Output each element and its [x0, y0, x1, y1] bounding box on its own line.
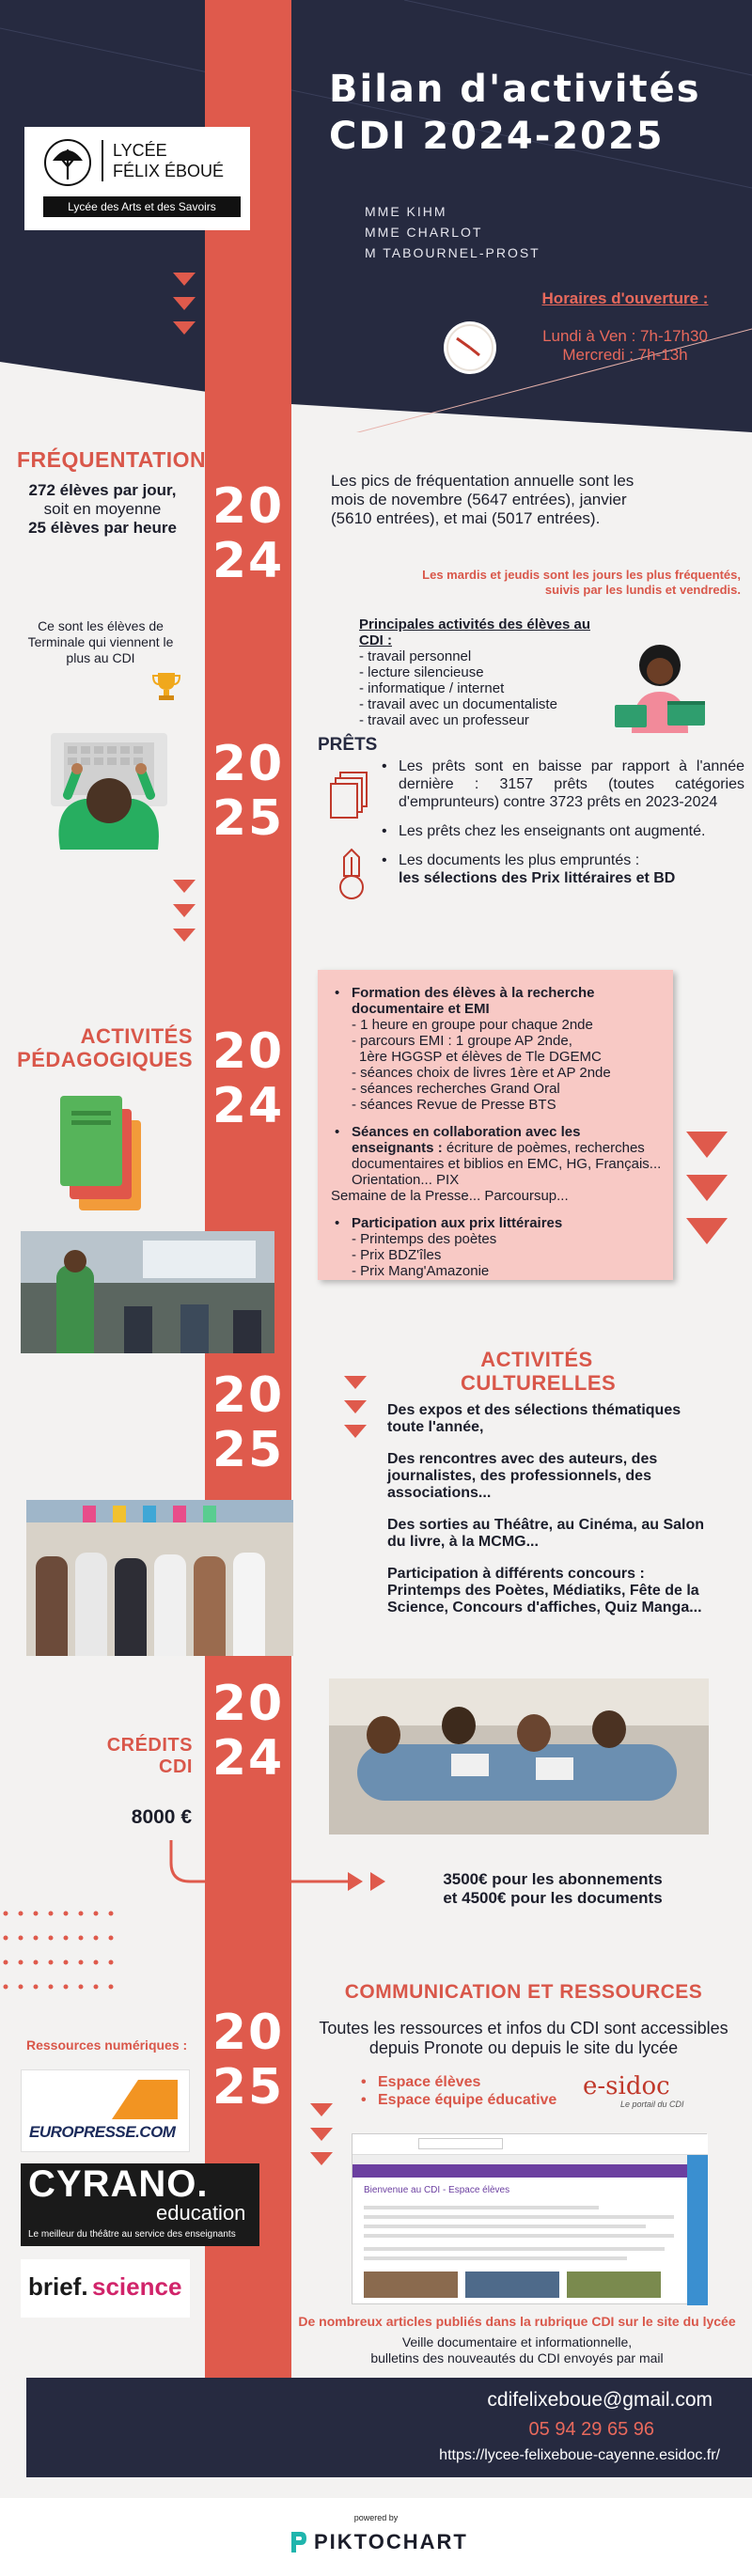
arrow-connector — [160, 1838, 395, 1897]
pedagogical-item — [331, 1124, 664, 1204]
credits-subscriptions: 3500€ pour les abonnements — [443, 1870, 663, 1888]
pedagogical-list — [318, 970, 673, 1279]
activity-item: - travail avec un documentaliste — [359, 696, 557, 712]
pedagogical-item-title: Participation aux prix littéraires — [352, 1215, 563, 1231]
powered-by-label: powered by — [353, 2513, 399, 2522]
europresse-wordmark: EUROPRESSE.COM — [29, 2123, 176, 2141]
pedagogical-title-line-1: ACTIVITÉS — [80, 1024, 193, 1048]
year-2025 — [205, 737, 291, 846]
arrow-markers — [310, 2103, 333, 2177]
contact-phone[interactable]: 05 94 29 65 96 — [528, 2419, 654, 2440]
logo-text-line-1: LYCÉE — [113, 141, 167, 160]
page-title — [329, 66, 701, 160]
title-line-1: Bilan d'activités — [329, 68, 701, 111]
pedagogical-title — [0, 1024, 193, 1071]
loans-title: PRÊTS — [318, 735, 378, 755]
triangle-down-icon — [173, 904, 196, 917]
credits-documents: et 4500€ pour les documents — [443, 1889, 663, 1907]
credits-title-line-1: CRÉDITS — [106, 1735, 193, 1756]
students-group-photo — [26, 1500, 293, 1656]
brief-wordmark: brief. — [28, 2272, 88, 2301]
year-digits: 20 — [212, 1676, 285, 1732]
year-2025 — [205, 1368, 291, 1477]
piktochart-wordmark[interactable]: PIKTOCHART — [314, 2530, 468, 2553]
cyrano-logo[interactable] — [21, 2163, 259, 2246]
year-digits: 20 — [212, 478, 285, 535]
busiest-days-note: Les mardis et jeudis sont les jours les plus fréquentés, suivis par les lundis et vendredis. — [422, 568, 741, 597]
loans-item: • Les prêts sont en baisse par rapport à l'année dernière : 3157 prêts (toutes catégories d'emprunteurs) contre 3723 prêts en 2023-2024 — [378, 757, 744, 811]
communication-title: COMMUNICATION ET RESSOURCES — [344, 1981, 703, 2003]
triangle-down-icon — [344, 1400, 367, 1413]
loans-item: • Les prêts chez les enseignants ont augmenté. — [378, 822, 744, 840]
year-digits: 25 — [212, 1422, 285, 1478]
student-activities — [359, 617, 594, 728]
esidoc-logo — [583, 2073, 686, 2115]
staff-list — [365, 201, 540, 263]
triangle-down-icon — [173, 273, 196, 286]
loans-list — [378, 757, 744, 887]
year-digits: 24 — [212, 533, 285, 589]
staff-name: M TABOURNEL-PROST — [365, 245, 540, 260]
loans-item-highlight: les sélections des Prix littéraires et BD — [399, 870, 676, 886]
year-2024 — [205, 1677, 291, 1786]
terminale-note: Ce sont les élèves de Terminale qui viennent le plus au CDI — [27, 618, 174, 665]
powered-by-footer — [0, 2498, 752, 2576]
contact-footer — [26, 2378, 752, 2477]
books-icon — [58, 1092, 149, 1216]
peak-months-text: Les pics de fréquentation annuelle sont les mois de novembre (5647 entrées), janvier (5610 entrées), et mai (5017 entrées). — [331, 472, 634, 527]
class-photo — [21, 1231, 274, 1353]
pedagogical-item — [331, 985, 664, 1113]
credits-title-line-2: CDI — [159, 1756, 193, 1777]
year-digits: 20 — [212, 1367, 285, 1424]
pedagogical-detail: - parcours EMI : 1 groupe AP 2nde, — [352, 1033, 572, 1049]
newsletter-note — [282, 2334, 752, 2366]
average-label: soit en moyenne — [43, 500, 162, 518]
arrow-markers — [344, 1376, 367, 1449]
tree-icon — [43, 138, 92, 187]
hours-title: Horaires d'ouverture : — [541, 289, 709, 307]
activities-title: Principales activités des élèves au CDI : — [359, 617, 590, 648]
year-digits: 25 — [212, 2059, 285, 2115]
cultural-activities — [387, 1402, 716, 1616]
contact-email[interactable]: cdifelixeboue@gmail.com — [487, 2389, 713, 2411]
esidoc-wordmark: e-sidoc — [583, 2072, 670, 2100]
student-computer-illustration — [43, 729, 175, 851]
triangle-down-icon — [173, 297, 196, 310]
contact-website-link[interactable]: https://lycee-felixeboue-cayenne.esidoc.fr/ — [439, 2447, 720, 2463]
credits-breakdown — [402, 1870, 703, 1908]
visits-per-day: 272 élèves par jour, — [28, 481, 177, 499]
triangle-down-icon — [173, 321, 196, 335]
logo-text-line-2: FÉLIX ÉBOUÉ — [113, 162, 225, 180]
science-wordmark: science — [92, 2272, 182, 2301]
pedagogical-detail: - séances Revue de Presse BTS — [352, 1097, 556, 1113]
frequentation-title: FRÉQUENTATION — [17, 447, 207, 472]
opening-hours — [508, 289, 743, 365]
year-digits: 24 — [212, 1078, 285, 1134]
pedagogical-item-title: Séances en collaboration avec les enseignants : — [352, 1124, 581, 1156]
pedagogical-activities-card — [318, 970, 673, 1280]
year-2024 — [205, 479, 291, 588]
newsletter-line-1: Veille documentaire et informationnelle, — [401, 2334, 633, 2350]
arrow-markers — [686, 1132, 728, 1261]
frequentation-stats — [0, 481, 205, 538]
cultural-item: Des sorties au Théâtre, au Cinéma, au Salon du livre, à la MCMG... — [387, 1517, 704, 1550]
activity-item: - lecture silencieuse — [359, 664, 484, 680]
pedagogical-detail: - séances recherches Grand Oral — [352, 1081, 560, 1097]
decorative-dots — [0, 1906, 122, 2009]
articles-note: De nombreux articles publiés dans la rubrique CDI sur le site du lycée — [298, 2314, 736, 2329]
activity-item: - travail avec un professeur — [359, 712, 529, 728]
year-2024 — [205, 1024, 291, 1133]
newsletter-line-2: bulletins des nouveautés du CDI envoyés par mail — [370, 2350, 664, 2365]
space-link[interactable]: • Espace équipe éducative — [357, 2091, 556, 2109]
triangle-down-icon — [310, 2128, 333, 2141]
europresse-mark-icon — [112, 2080, 178, 2119]
hours-wednesday: Mercredi : 7h-13h — [562, 346, 688, 364]
activity-item: - informatique / internet — [359, 680, 505, 696]
title-line-2: CDI 2024-2025 — [329, 115, 665, 158]
staff-name: MME CHARLOT — [365, 225, 483, 240]
year-digits: 20 — [212, 1023, 285, 1080]
triangle-down-icon — [310, 2152, 333, 2165]
pedagogical-detail: - Printemps des poètes — [352, 1231, 497, 1247]
documents-icon — [329, 771, 370, 823]
cultural-item: Des rencontres avec des auteurs, des journalistes, des professionnels, des associations... — [387, 1451, 658, 1501]
year-digits: 20 — [212, 2005, 285, 2061]
arrow-markers — [173, 880, 196, 953]
pencil-icon — [335, 848, 368, 900]
cultural-title-line-1: ACTIVITÉS — [480, 1348, 593, 1371]
cultural-title-line-2: CULTURELLES — [461, 1371, 617, 1395]
cyrano-tagline: Le meilleur du théâtre au service des enseignants — [28, 2229, 236, 2240]
triangle-down-icon — [686, 1132, 728, 1158]
pedagogical-detail: - 1 heure en groupe pour chaque 2nde — [352, 1017, 593, 1033]
year-digits: 24 — [212, 1730, 285, 1787]
pedagogical-title-line-2: PÉDAGOGIQUES — [17, 1048, 193, 1071]
staff-name: MME KIHM — [365, 204, 447, 219]
cultural-item: Participation à différents concours : Printemps des Poètes, Médiatiks, Fête de la Science, Concours d'affiches, Quiz Manga... — [387, 1566, 702, 1616]
cyrano-subtitle: education — [156, 2201, 246, 2225]
credits-amount: 8000 € — [131, 1806, 192, 1828]
pedagogical-item-title: Formation des élèves à la recherche documentaire et EMI — [352, 985, 595, 1017]
piktochart-logo-icon — [288, 2530, 308, 2554]
logo-tagline: Lycée des Arts et des Savoirs — [43, 196, 241, 217]
pedagogical-detail: 1ère HGGSP et élèves de Tle DGEMC — [359, 1049, 602, 1065]
triangle-down-icon — [344, 1376, 367, 1389]
pedagogical-item — [331, 1215, 664, 1279]
clock-icon — [442, 320, 498, 376]
pedagogical-detail: écriture de poèmes, recherches documentaires et biblios en EMC, HG, Français... — [352, 1140, 662, 1172]
triangle-down-icon — [686, 1218, 728, 1244]
website-screenshot[interactable] — [352, 2133, 707, 2304]
triangle-down-icon — [310, 2103, 333, 2116]
pedagogical-detail: Orientation... PIX — [352, 1172, 460, 1188]
year-digits: 25 — [212, 790, 285, 847]
communication-intro: Toutes les ressources et infos du CDI sont accessibles depuis Pronote ou depuis le site du lycée — [319, 2019, 728, 2057]
reading-student-illustration — [611, 639, 709, 733]
pedagogical-detail: - Prix Mang'Amazonie — [352, 1263, 490, 1279]
digital-resources-label: Ressources numériques : — [26, 2037, 188, 2053]
loans-item-label: Les documents les plus empruntés : — [399, 852, 640, 868]
pedagogical-detail: - séances choix de livres 1ère et AP 2nde — [352, 1065, 611, 1081]
brief-science-logo[interactable] — [21, 2259, 190, 2318]
triangle-down-icon — [173, 929, 196, 942]
year-digits: 20 — [212, 736, 285, 792]
europresse-logo[interactable] — [21, 2069, 190, 2152]
loans-item — [378, 851, 744, 887]
pedagogical-detail: Semaine de la Presse... Parcoursup... — [331, 1188, 569, 1204]
school-logo — [24, 127, 250, 230]
space-link[interactable]: • Espace élèves — [357, 2073, 556, 2091]
year-2025 — [205, 2006, 291, 2115]
hours-weekdays: Lundi à Ven : 7h-17h30 — [542, 327, 708, 345]
arrow-markers — [173, 273, 196, 346]
esidoc-tagline: Le portail du CDI — [620, 2100, 684, 2109]
visits-per-hour: 25 élèves par heure — [28, 519, 177, 537]
activity-item: - travail personnel — [359, 648, 472, 664]
credits-title — [0, 1735, 193, 1778]
pedagogical-detail: - Prix BDZ'îles — [352, 1247, 442, 1263]
spaces-list — [357, 2073, 556, 2109]
triangle-down-icon — [686, 1175, 728, 1201]
students-table-photo — [329, 1678, 709, 1834]
cultural-item: Des expos et des sélections thématiques toute l'année, — [387, 1402, 682, 1435]
triangle-down-icon — [173, 880, 196, 893]
cyrano-wordmark: CYRANO. — [28, 2163, 209, 2205]
website-banner: Bienvenue au CDI - Espace élèves — [364, 2185, 510, 2195]
trophy-icon — [152, 669, 180, 703]
cultural-title — [461, 1348, 617, 1395]
triangle-down-icon — [344, 1425, 367, 1438]
